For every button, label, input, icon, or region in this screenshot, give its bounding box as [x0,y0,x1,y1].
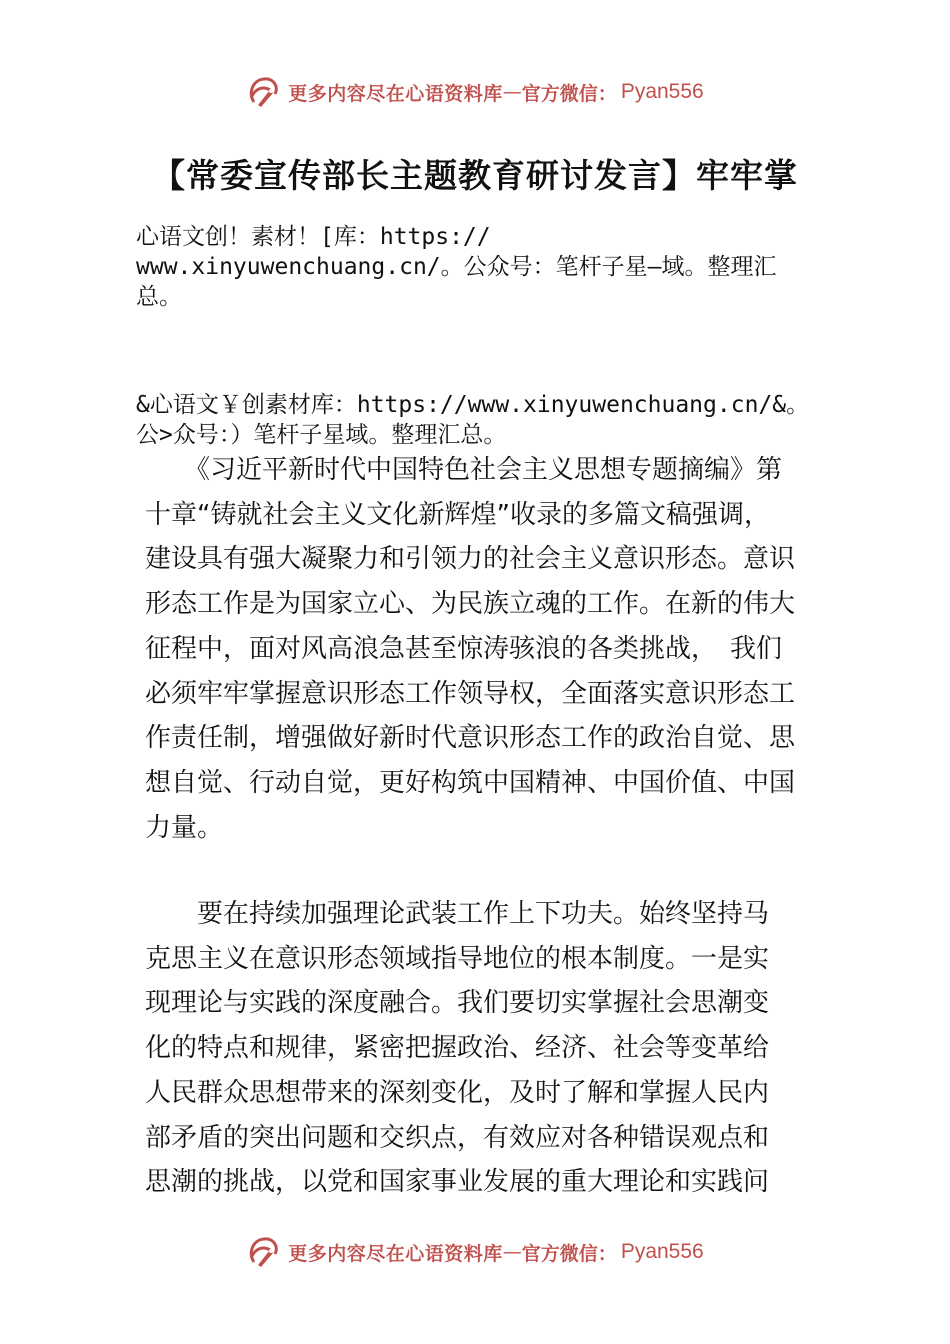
source-note-1-line: www.xinyuwenchuang.cn/。公众号：笔杆子星—域。整理汇 [136,254,777,280]
source-note-2-line: &心语文￥创素材库：https://www.xinyuwenchuang.cn/&。 [136,392,810,418]
paragraph-line: 形态工作是为国家立心、为民族立魂的工作。在新的伟大 [145,589,796,620]
source-note-2 [136,390,846,450]
paragraph-line: 《习近平新时代中国特色社会主义思想专题摘编》第 [145,455,783,485]
document-title: 【常委宣传部长主题教育研讨发言】牢牢掌 [152,156,798,195]
header-wechat-id: Pyan556 [620,80,704,103]
pen-swirl-logo-icon [246,74,282,110]
paragraph-line: 要在持续加强理论武装工作上下功夫。始终坚持马 [145,899,770,929]
paragraph-line: 现理论与实践的深度融合。我们要切实掌握社会思潮变 [145,988,770,1019]
header-wechat-label: 官方微信： [521,82,617,105]
paragraph-line: 力量。 [145,812,224,843]
source-note-1 [136,222,846,312]
header-banner-text: 更多内容尽在心语资料库 [288,82,503,105]
footer-banner-text: 更多内容尽在心语资料库 [288,1242,503,1265]
source-note-1-line: 心语文创！素材！[库：https:// [136,224,491,250]
paragraph-line: 建设具有强大凝聚力和引领力的社会主义意识形态。意识 [145,544,796,575]
header-banner [0,72,950,112]
footer-banner [0,1232,950,1272]
source-note-1-line: 总。 [136,284,182,310]
paragraph-line: 征程中，面对风高浪急甚至惊涛骇浪的各类挑战， 我们 [145,633,783,664]
paragraph-1 [145,448,835,850]
paragraph-line: 想自觉、行动自觉，更好构筑中国精神、中国价值、中国 [145,767,796,798]
paragraph-line: 作责任制，增强做好新时代意识形态工作的政治自觉、思 [145,723,796,754]
paragraph-line: 部矛盾的突出问题和交织点，有效应对各种错误观点和 [145,1122,770,1153]
paragraph-line: 十章“铸就社会主义文化新辉煌”收录的多篇文稿强调， [145,499,770,530]
paragraph-line: 克思主义在意识形态领域指导地位的根本制度。一是实 [145,943,770,974]
paragraph-line: 化的特点和规律，紧密把握政治、经济、社会等变革给 [145,1033,770,1064]
header-banner-separator: — [502,81,522,103]
paragraph-2 [145,892,835,1205]
paragraph-line: 必须牢牢掌握意识形态工作领导权，全面落实意识形态工 [145,678,796,709]
footer-banner-separator: — [502,1241,522,1263]
footer-wechat-label: 官方微信： [521,1242,617,1265]
source-note-2-line: 公>众号：）笔杆子星域。整理汇总。 [136,422,507,448]
paragraph-line: 思潮的挑战，以党和国家事业发展的重大理论和实践问 [145,1167,770,1198]
footer-wechat-id: Pyan556 [620,1240,704,1263]
pen-swirl-logo-icon [246,1234,282,1270]
paragraph-line: 人民群众思想带来的深刻变化，及时了解和掌握人民内 [145,1077,770,1108]
